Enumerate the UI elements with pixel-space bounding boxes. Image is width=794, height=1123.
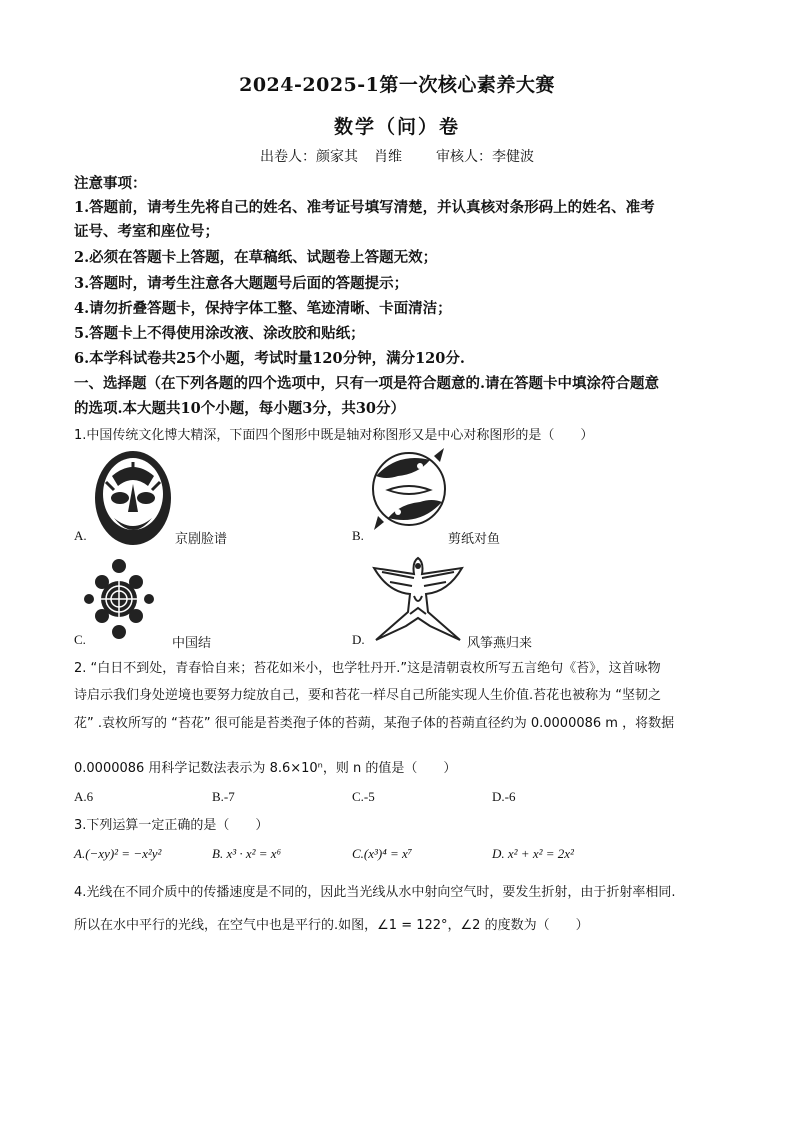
question-2-line3: 花” .袁枚所写的 “苔花” 很可能是苔类孢子体的苔蒴，某孢子体的苔蒴直径约为 0.0000086 m ，将数据 xyxy=(74,716,675,731)
option-b-caption: 剪纸对鱼 xyxy=(448,532,501,547)
exam-subtitle: 数学（问）卷 xyxy=(333,116,460,138)
note-item: 6.本学科试卷共25个小题，考试时量120分钟，满分120分. xyxy=(74,350,465,367)
option-d-caption: 风筝燕归来 xyxy=(467,636,533,651)
note-item: 4.请勿折叠答题卡，保持字体工整、笔迹清晰、卡面清洁； xyxy=(74,300,452,317)
exam-title: 2024-2025-1第一次核心素养大赛 xyxy=(239,74,555,96)
author-2: 肖维 xyxy=(374,149,402,165)
option-c-caption: 中国结 xyxy=(172,636,212,651)
q2-option-b: B.-7 xyxy=(212,789,235,804)
note-item: 1.答题前，请考生先将自己的姓名、准考证号填写清楚，并认真核对条形码上的姓名、准考 xyxy=(74,199,655,216)
swallow-kite-image xyxy=(370,552,466,644)
q3-option-d: D. x² + x² = 2x² xyxy=(492,846,574,861)
question-2-line4: 0.0000086 用科学记数法表示为 8.6×10ⁿ，则 n 的值是（ ） xyxy=(74,761,457,776)
question-2-line2: 诗启示我们身处逆境也要努力绽放自己，要和苔花一样尽自己所能实现人生价值.苔花也被称为 “坚韧之 xyxy=(74,688,662,703)
opera-mask-image xyxy=(92,446,174,546)
q3-option-c: C.(x³)⁴ = x⁷ xyxy=(352,846,413,861)
note-item: 5.答题卡上不得使用涂改液、涂改胶和贴纸； xyxy=(74,325,365,342)
section-heading: 一、选择题（在下列各题的四个选项中，只有一项是符合题意的.请在答题卡中填涂符合题意 xyxy=(74,375,660,392)
q2-option-a: A.6 xyxy=(74,789,94,804)
authors-line xyxy=(0,146,794,166)
reviewer: 审核人：李健波 xyxy=(436,149,534,165)
option-d-letter: D. xyxy=(352,632,365,647)
chinese-knot-image xyxy=(84,558,154,640)
q2-option-d: D.-6 xyxy=(492,789,516,804)
option-c-letter: C. xyxy=(74,632,86,647)
question-4-line1: 4.光线在不同介质中的传播速度是不同的，因此当光线从水中射向空气时，要发生折射，由于折射率相同. xyxy=(74,885,676,900)
note-item: 证号、考室和座位号； xyxy=(74,223,219,240)
q3-option-a: A.(−xy)² = −x²y² xyxy=(74,846,162,861)
note-item: 2.必须在答题卡上答题，在草稿纸、试题卷上答题无效； xyxy=(74,249,438,266)
paper-cut-fish-image xyxy=(368,446,450,532)
notes-heading: 注意事项： xyxy=(74,175,147,192)
question-3-text: 3.下列运算一定正确的是（ ） xyxy=(74,818,269,833)
option-a-caption: 京剧脸谱 xyxy=(175,532,228,547)
question-2-line1: 2. “白日不到处，青春恰自来；苔花如米小，也学牡丹开.”这是清朝袁枚所写五言绝句《苔》，这首咏物 xyxy=(74,661,661,676)
option-a-letter: A. xyxy=(74,528,87,543)
note-item: 3.答题时，请考生注意各大题题号后面的答题提示； xyxy=(74,275,409,292)
q2-option-c: C.-5 xyxy=(352,789,375,804)
author-label: 出卷人：颜家其 xyxy=(260,149,358,165)
q3-option-b: B. x³ · x² = x⁶ xyxy=(212,846,282,861)
section-heading-cont: 的选项.本大题共10个小题，每小题3分，共30分） xyxy=(74,400,405,417)
question-1-text: 1.中国传统文化博大精深，下面四个图形中既是轴对称图形又是中心对称图形的是（ ） xyxy=(74,428,594,443)
option-b-letter: B. xyxy=(352,528,364,543)
question-4-line2: 所以在水中平行的光线，在空气中也是平行的.如图，∠1 = 122°，∠2 的度数为（ ） xyxy=(74,918,589,933)
